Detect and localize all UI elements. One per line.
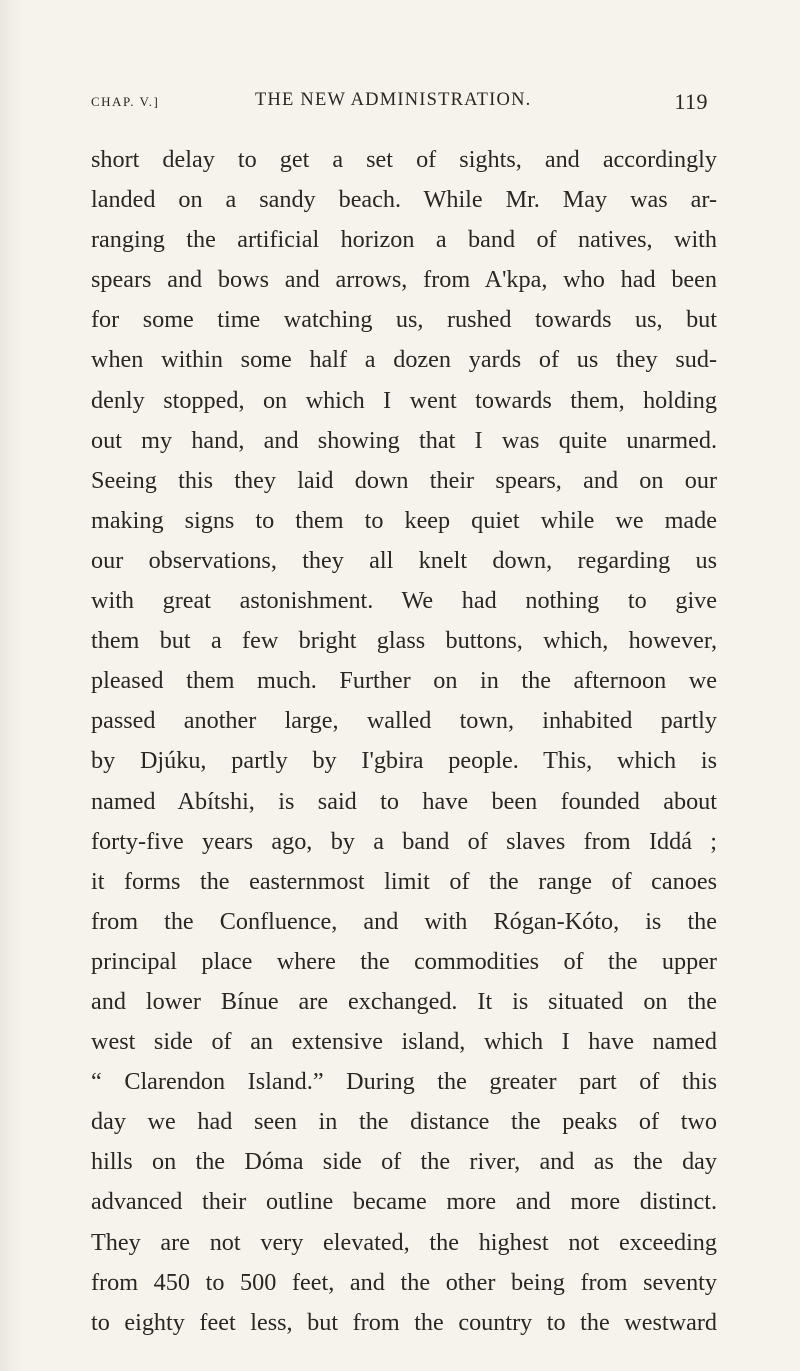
text-line: making signs to them to keep quiet while we made bbox=[91, 506, 717, 534]
text-line: spears and bows and arrows, from A'kpa, who had been bbox=[91, 266, 717, 294]
text-line: landed on a sandy beach. While Mr. May was ar- bbox=[91, 186, 717, 214]
text-line: and lower Bínue are exchanged. It is situated on the bbox=[91, 987, 717, 1015]
running-title: THE NEW ADMINISTRATION. bbox=[255, 90, 532, 110]
text-line: from the Confluence, and with Rógan-Kóto, is the bbox=[91, 907, 717, 935]
text-line: when within some half a dozen yards of us they sud- bbox=[91, 346, 717, 374]
text-line: hills on the Dóma side of the river, and as the day bbox=[91, 1148, 717, 1176]
text-line: pleased them much. Further on in the afternoon we bbox=[91, 667, 717, 695]
running-head bbox=[91, 88, 708, 116]
text-line: with great astonishment. We had nothing to give bbox=[91, 587, 717, 615]
text-line: They are not very elevated, the highest not exceeding bbox=[91, 1228, 717, 1256]
text-line: west side of an extensive island, which I have named bbox=[91, 1028, 717, 1056]
text-line: day we had seen in the distance the peaks of two bbox=[91, 1108, 717, 1136]
text-line: our observations, they all knelt down, regarding us bbox=[91, 546, 717, 574]
text-line: it forms the easternmost limit of the range of canoes bbox=[91, 867, 717, 895]
text-line: named Abítshi, is said to have been founded about bbox=[91, 787, 717, 815]
text-line: out my hand, and showing that I was quite unarmed. bbox=[91, 426, 717, 454]
text-line: them but a few bright glass buttons, which, however, bbox=[91, 627, 717, 655]
text-line: to eighty feet less, but from the country to the westward bbox=[91, 1308, 717, 1336]
text-line: from 450 to 500 feet, and the other being from seventy bbox=[91, 1268, 717, 1296]
chapter-label: CHAP. V.] bbox=[91, 94, 160, 109]
text-line: for some time watching us, rushed towards us, but bbox=[91, 306, 717, 334]
text-line: denly stopped, on which I went towards them, holding bbox=[91, 386, 717, 414]
page-number: 119 bbox=[674, 89, 708, 114]
text-line: advanced their outline became more and more distinct. bbox=[91, 1188, 717, 1216]
body-paragraph bbox=[91, 140, 717, 1343]
text-line: by Djúku, partly by I'gbira people. This, which is bbox=[91, 747, 717, 775]
text-line: principal place where the commodities of the upper bbox=[91, 947, 717, 975]
text-line: short delay to get a set of sights, and accordingly bbox=[91, 146, 717, 173]
text-line: forty-five years ago, by a band of slaves from Iddá ; bbox=[91, 827, 717, 855]
text-line: ranging the artificial horizon a band of natives, with bbox=[91, 226, 717, 254]
text-line: passed another large, walled town, inhabited partly bbox=[91, 707, 717, 735]
text-line: Seeing this they laid down their spears, and on our bbox=[91, 466, 717, 494]
text-line: “ Clarendon Island.” During the greater part of this bbox=[91, 1068, 717, 1096]
